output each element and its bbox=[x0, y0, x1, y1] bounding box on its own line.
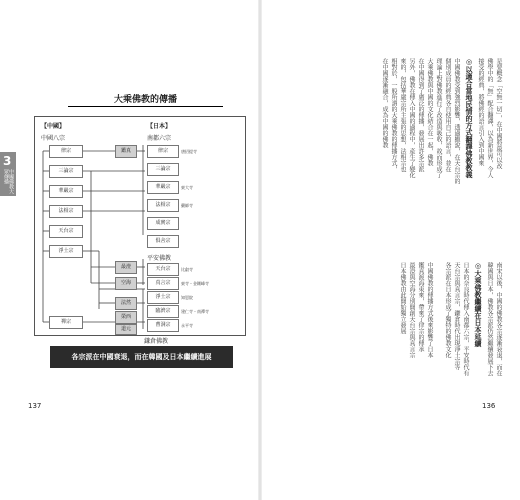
text-column: 日本的奈良時代傳入南都六宗，平安時代有 bbox=[462, 262, 469, 376]
kamakura-school: 臨濟宗 bbox=[147, 305, 179, 318]
heian-school: 真言宗 bbox=[147, 277, 179, 290]
heian-label: 平安佛教 bbox=[147, 255, 172, 262]
route-monk: 榮西 bbox=[115, 311, 137, 324]
japan-header: 【日本】 bbox=[147, 123, 172, 130]
text-column: 各宗派在日本形成了獨特的佛教文化 bbox=[444, 262, 451, 358]
text-column: 韓國與日本，佛教各宗派仍然繼續發展下去 bbox=[486, 262, 493, 376]
china-school: 禪宗 bbox=[49, 316, 83, 329]
china-school: 天台宗 bbox=[49, 225, 83, 238]
china-school: 淨土宗 bbox=[49, 245, 83, 258]
route-monk: 最澄 bbox=[115, 261, 137, 274]
japan-school: 法相宗 bbox=[147, 199, 179, 212]
japan-school: 三論宗 bbox=[147, 163, 179, 176]
kamakura-school: 曹洞宗 bbox=[147, 319, 179, 332]
text-column: 中國佛教的傳播方式後來影響了日本 bbox=[426, 262, 433, 358]
japan-school: 成實宗 bbox=[147, 217, 179, 230]
text-column: 最澄與空海分別開創天台宗與真言宗 bbox=[408, 262, 415, 358]
chapter-title: 中國佛教大眾傳播 bbox=[3, 169, 14, 194]
text-column: 理論上對佛教進行了改造與吸收，故而形成了 bbox=[435, 58, 442, 178]
text-column: 大乘佛教與中國的文化結合在一起，佛教 bbox=[426, 58, 433, 166]
heian-school: 天台宗 bbox=[147, 263, 179, 276]
page-number-left: 137 bbox=[28, 402, 42, 410]
japan-school: 華嚴宗 bbox=[147, 181, 179, 194]
route-monk: 鑑真 bbox=[115, 145, 137, 158]
temple-note: 永平寺 bbox=[181, 323, 193, 328]
text-column: 中國佛教受到強烈影響，透過顯說，在天台宗的 bbox=[453, 58, 460, 184]
text-column: 佛學中的「無」配合翻譯，以為新世界，令人 bbox=[486, 58, 493, 178]
japan-school: 俱舍宗 bbox=[147, 235, 179, 248]
japan-school: 律宗 bbox=[147, 145, 179, 158]
temple-note: 唐招提寺 bbox=[181, 149, 197, 154]
temple-note: 東寺・金剛峰寺 bbox=[181, 281, 209, 286]
temple-note: 建仁寺・南禪寺 bbox=[181, 309, 209, 314]
section-heading: ◎以適合當地民情的方式翻譯佛教教義 bbox=[465, 58, 473, 178]
temple-note: 比叡寺 bbox=[181, 267, 193, 272]
page-number-right: 136 bbox=[482, 402, 496, 410]
section-heading: ◎大乘佛教繼續在日本延續 bbox=[474, 262, 482, 347]
china-school: 華嚴宗 bbox=[49, 185, 83, 198]
china-group-label: 中國八宗 bbox=[41, 135, 66, 142]
summary-banner: 各宗派在中國衰退，而在韓國及日本繼續進展 bbox=[50, 346, 233, 368]
text-column: 是要概念「空無一切」，在中國將最可以改 bbox=[495, 58, 502, 169]
text-column: 南宋以後，中國的佛教各宗逐漸衰退，而在 bbox=[495, 262, 502, 376]
temple-note: 知恩院 bbox=[181, 295, 193, 300]
china-school: 三論宗 bbox=[49, 165, 83, 178]
temple-note: 東大寺 bbox=[181, 185, 193, 190]
china-school: 法相宗 bbox=[49, 205, 83, 218]
kamakura-school: 淨土宗 bbox=[147, 291, 179, 304]
china-header: 【中國】 bbox=[41, 123, 66, 130]
right-page bbox=[260, 0, 520, 500]
temple-note: 藥師寺 bbox=[181, 203, 193, 208]
text-column: 在中國逐漸融合，成為中國的佛教 bbox=[381, 58, 388, 148]
text-column: 個別成員的經典各自使用自己的語言，並在 bbox=[444, 58, 451, 172]
chapter-tab bbox=[0, 152, 16, 196]
text-column: 天台宗與真言宗，鎌倉時代出現淨土宗等 bbox=[453, 262, 460, 370]
japan-group-label: 南都六宗 bbox=[147, 135, 172, 142]
transmission-diagram bbox=[34, 116, 246, 336]
text-column: 來的，包括華嚴宗所主張的思想，法相宗也 bbox=[399, 58, 406, 172]
kamakura-label: 鎌倉佛教 bbox=[144, 338, 169, 345]
text-column: 相對於，一般所謂的大乘佛教的傳播方式， bbox=[390, 58, 397, 172]
text-column: 鑑真渡海東來，帶來了律宗的傳承 bbox=[417, 262, 424, 352]
chapter-number: 3 bbox=[3, 154, 12, 168]
figure-title: 大乘佛教的傳播 bbox=[68, 92, 223, 107]
route-monk: 法然 bbox=[115, 297, 137, 310]
text-column: 日本佛教由此開始獨立發展 bbox=[399, 262, 406, 334]
route-monk: 空海 bbox=[115, 277, 137, 290]
china-school: 律宗 bbox=[49, 145, 83, 158]
route-monk: 道元 bbox=[115, 324, 137, 335]
text-column: 另外，佛教在傳入中國的過程中，產生了變化 bbox=[408, 58, 415, 178]
text-column: 接受的經典，將佛經的語言引入到中國來 bbox=[477, 58, 484, 166]
text-column: 在中國得到了廣泛的傳播，發展出許多宗派 bbox=[417, 58, 424, 172]
